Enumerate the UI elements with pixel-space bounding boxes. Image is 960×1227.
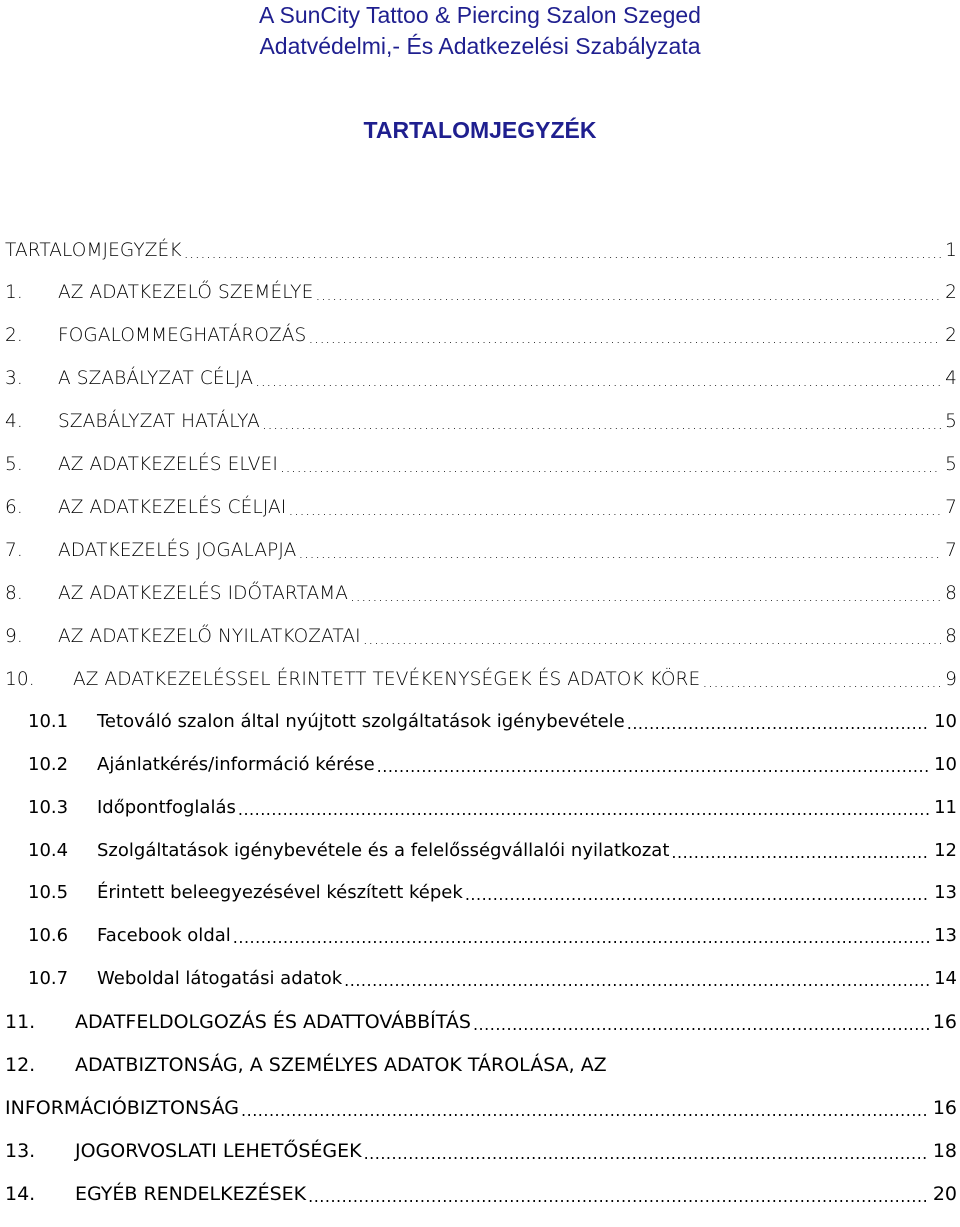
leader-dots <box>238 796 930 818</box>
toc-entry-7[interactable] <box>5 531 960 561</box>
header-company-name: A SunCity Tattoo & Piercing Szalon Szeged <box>259 2 701 28</box>
leader-dots <box>363 625 941 647</box>
toc-entry-page: 20 <box>932 1183 957 1205</box>
toc-entry-label: ADATFELDOLGOZÁS ÉS ADATTOVÁBBÍTÁS <box>75 1011 471 1033</box>
toc-entry-page: 8 <box>945 583 957 604</box>
leader-dots <box>308 1183 929 1205</box>
toc-entry-page: 13 <box>934 882 957 903</box>
toc-entry-page: 7 <box>945 497 957 518</box>
toc-entry-page: 14 <box>934 968 957 989</box>
leader-dots <box>255 367 941 389</box>
toc-entry-page: 2 <box>945 325 957 346</box>
toc-entry-page: 1 <box>945 240 957 261</box>
toc-entry-12-continued[interactable] <box>5 1089 960 1119</box>
toc-entry-8[interactable] <box>5 574 960 604</box>
toc-heading: TARTALOMJEGYZÉK <box>363 117 597 143</box>
toc-entry-number: 10.2 <box>28 754 69 775</box>
toc-entry-page: 11 <box>934 797 957 818</box>
toc-entry-label: Weboldal látogatási adatok <box>97 968 343 989</box>
document-header <box>0 0 960 62</box>
leader-dots <box>184 239 942 261</box>
toc-entry-number: 10.4 <box>28 840 69 861</box>
toc-entry-number: 10. <box>5 669 35 690</box>
leader-dots <box>315 281 941 303</box>
toc-entry-page: 4 <box>945 368 957 389</box>
toc-entry-number: 3. <box>5 368 23 389</box>
toc-entry-page: 7 <box>945 540 957 561</box>
toc-entry-label: EGYÉB RENDELKEZÉSEK <box>75 1183 307 1205</box>
toc-entry-label: ADATKEZELÉS JOGALAPJA <box>58 540 297 561</box>
toc-entry-number: 4. <box>5 411 23 432</box>
leader-dots <box>280 453 941 475</box>
leader-dots <box>262 410 941 432</box>
toc-entry-number: 9. <box>5 626 23 647</box>
toc-entry-toc[interactable] <box>5 231 960 261</box>
leader-dots <box>364 1140 929 1162</box>
leader-dots <box>233 924 930 946</box>
toc-entry-10-1[interactable] <box>28 702 960 732</box>
leader-dots <box>344 967 930 989</box>
header-document-title: Adatvédelmi,- És Adatkezelési Szabályzata <box>259 33 701 59</box>
toc-entry-12[interactable] <box>5 1046 960 1076</box>
leader-dots <box>377 753 930 775</box>
toc-entry-number: 8. <box>5 583 23 604</box>
leader-dots <box>350 582 941 604</box>
toc-entry-label: JOGORVOSLATI LEHETŐSÉGEK <box>75 1140 362 1162</box>
toc-entry-page: 18 <box>932 1140 957 1162</box>
toc-entry-4[interactable] <box>5 402 960 432</box>
toc-entry-page: 16 <box>932 1097 957 1119</box>
toc-entry-label: INFORMÁCIÓBIZTONSÁG <box>5 1097 240 1119</box>
leader-dots <box>298 539 941 561</box>
toc-entry-number: 10.5 <box>28 882 69 903</box>
leader-dots <box>473 1011 929 1033</box>
toc-entry-number: 14. <box>5 1183 36 1205</box>
toc-entry-2[interactable] <box>5 316 960 346</box>
toc-entry-label: A SZABÁLYZAT CÉLJA <box>58 368 254 389</box>
toc-entry-14[interactable] <box>5 1175 960 1205</box>
toc-entry-label: AZ ADATKEZELŐ SZEMÉLYE <box>58 282 314 303</box>
toc-entry-number: 10.3 <box>28 797 69 818</box>
toc-entry-page: 10 <box>934 711 957 732</box>
leader-dots <box>308 324 941 346</box>
toc-entry-number: 7. <box>5 540 23 561</box>
toc-entry-6[interactable] <box>5 488 960 518</box>
toc-entry-page: 5 <box>945 454 957 475</box>
toc-entry-label: AZ ADATKEZELÉS ELVEI <box>58 454 278 475</box>
toc-entry-page: 12 <box>934 840 957 861</box>
toc-entry-11[interactable] <box>5 1003 960 1033</box>
toc-entry-number: 2. <box>5 325 23 346</box>
toc-entry-page: 8 <box>945 626 957 647</box>
toc-entry-label: Facebook oldal <box>97 925 231 946</box>
toc-entry-label: Érintett beleegyezésével készített képek <box>97 882 463 903</box>
toc-entry-number: 1. <box>5 282 23 303</box>
toc-entry-number: 10.1 <box>28 711 69 732</box>
toc-entry-10-5[interactable] <box>28 873 960 903</box>
toc-entry-3[interactable] <box>5 359 960 389</box>
toc-entry-9[interactable] <box>5 617 960 647</box>
leader-dots <box>241 1097 929 1119</box>
toc-entry-label: AZ ADATKEZELÉSSEL ÉRINTETT TEVÉKENYSÉGEK ÉS ADATOK KÖRE <box>73 669 701 690</box>
toc-entry-page: 9 <box>945 669 957 690</box>
toc-entry-label: AZ ADATKEZELÉS IDŐTARTAMA <box>58 583 349 604</box>
toc-entry-5[interactable] <box>5 445 960 475</box>
toc-entry-label: SZABÁLYZAT HATÁLYA <box>58 411 260 432</box>
toc-entry-number: 10.6 <box>28 925 69 946</box>
toc-entry-label: FOGALOMMEGHATÁROZÁS <box>58 325 307 346</box>
toc-entry-number: 13. <box>5 1140 36 1162</box>
toc-entry-page: 13 <box>934 925 957 946</box>
leader-dots <box>627 710 930 732</box>
toc-entry-number: 6. <box>5 497 23 518</box>
toc-entry-page: 5 <box>945 411 957 432</box>
toc-entry-number: 11. <box>5 1011 36 1033</box>
leader-dots <box>671 839 930 861</box>
toc-entry-page: 10 <box>934 754 957 775</box>
toc-entry-10-2[interactable] <box>28 745 960 775</box>
toc-entry-page: 16 <box>932 1011 957 1033</box>
toc-entry-label: Szolgáltatások igénybevétele és a felelősségvállalói nyilatkozat <box>97 840 670 861</box>
toc-entry-label: Ajánlatkérés/információ kérése <box>97 754 375 775</box>
toc-entry-10[interactable] <box>5 660 960 690</box>
toc-entry-10-6[interactable] <box>28 916 960 946</box>
leader-dots <box>465 881 930 903</box>
toc-entry-label: AZ ADATKEZELÉS CÉLJAI <box>58 497 287 518</box>
toc-entry-number: 10.7 <box>28 968 69 989</box>
toc-entry-label: AZ ADATKEZELŐ NYILATKOZATAI <box>58 626 361 647</box>
toc-entry-label: Időpontfoglalás <box>97 797 236 818</box>
toc-entry-label: Tetováló szalon által nyújtott szolgáltatások igénybevétele <box>97 711 625 732</box>
toc-entry-number: 12. <box>5 1054 36 1076</box>
leader-dots <box>702 668 941 690</box>
toc-entry-page: 2 <box>945 282 957 303</box>
toc-entry-10-3[interactable] <box>28 788 960 818</box>
toc-entry-number: 5. <box>5 454 23 475</box>
toc-entry-13[interactable] <box>5 1132 960 1162</box>
toc-entry-10-7[interactable] <box>28 959 960 989</box>
leader-dots <box>288 496 941 518</box>
toc-entry-label: ADATBIZTONSÁG, A SZEMÉLYES ADATOK TÁROLÁSA, AZ <box>75 1054 607 1076</box>
toc-entry-10-4[interactable] <box>28 831 960 861</box>
toc-entry-label: TARTALOMJEGYZÉK <box>5 240 182 261</box>
toc-entry-1[interactable] <box>5 273 960 303</box>
